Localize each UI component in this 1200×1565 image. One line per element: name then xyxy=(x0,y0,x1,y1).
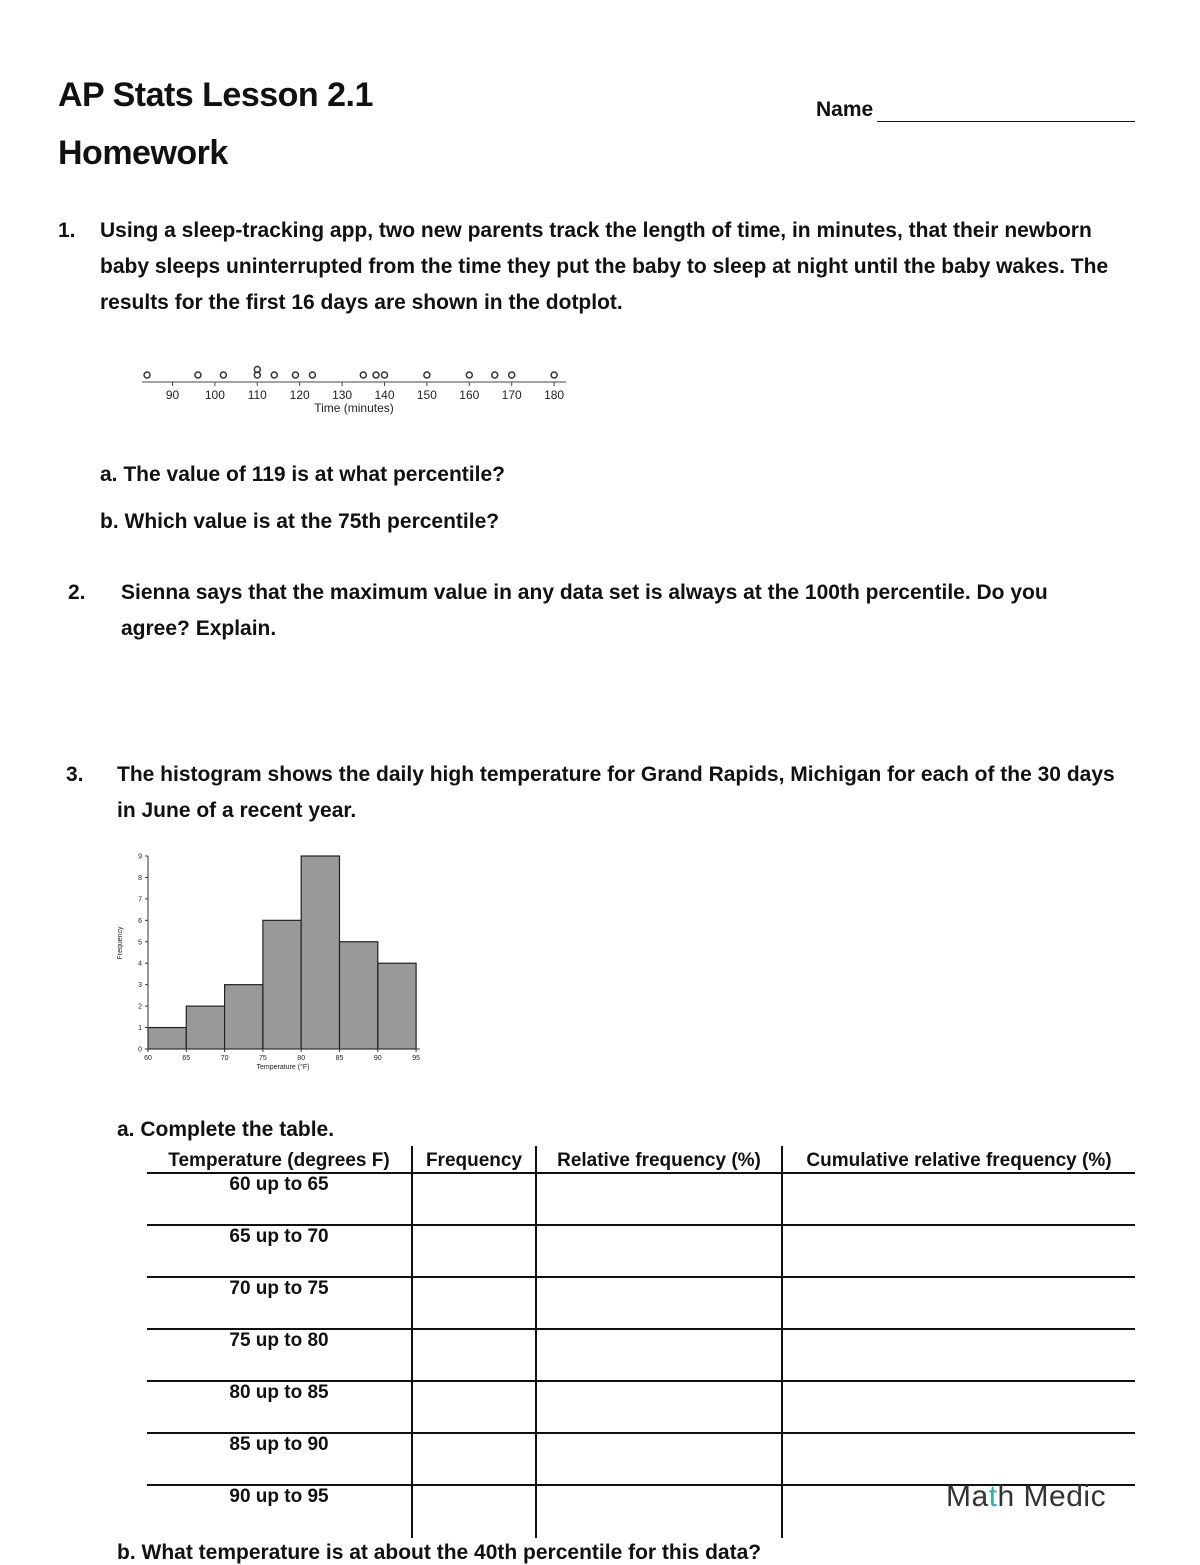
dotplot-dot xyxy=(144,372,150,378)
histogram-ytick-label: 8 xyxy=(138,874,142,882)
row-label: 85 up to 90 xyxy=(147,1433,412,1485)
logo-text-accent: t xyxy=(988,1480,998,1513)
row-label: 60 up to 65 xyxy=(147,1173,412,1225)
dotplot-chart xyxy=(130,355,590,425)
dotplot-dot xyxy=(373,372,379,378)
histogram-ytick-label: 9 xyxy=(138,853,142,861)
histogram-ytick-label: 3 xyxy=(138,982,142,990)
page-subtitle: Homework xyxy=(58,134,228,172)
dotplot-dot xyxy=(551,372,557,378)
histogram-xtick-label: 70 xyxy=(220,1055,229,1062)
dotplot-tick-label: 140 xyxy=(374,388,395,402)
question-2-text: Sienna says that the maximum value in any data set is always at the 100th percentile. Do you agree? Explain. xyxy=(121,581,1048,640)
name-blank[interactable] xyxy=(877,99,1135,122)
histogram-xtick-label: 95 xyxy=(412,1055,420,1062)
dotplot-tick-label: 170 xyxy=(501,388,522,402)
cumulative-frequency-cell[interactable] xyxy=(782,1381,1135,1433)
histogram-xtick-label: 65 xyxy=(182,1055,191,1062)
histogram-xtick-label: 90 xyxy=(373,1055,382,1062)
histogram-bar xyxy=(225,985,263,1049)
histogram-chart xyxy=(110,848,430,1078)
dotplot-ticks xyxy=(166,382,565,402)
relative-frequency-cell[interactable] xyxy=(536,1485,782,1538)
relative-frequency-cell[interactable] xyxy=(536,1225,782,1277)
histogram-bar xyxy=(340,942,378,1049)
question-1-number: 1. xyxy=(58,219,76,242)
dotplot-dot xyxy=(220,372,226,378)
dotplot-tick-label: 110 xyxy=(247,388,267,402)
table-row xyxy=(147,1173,1135,1225)
frequency-cell[interactable] xyxy=(412,1277,536,1329)
question-1a: a. The value of 119 is at what percentile? xyxy=(100,463,505,486)
row-label: 75 up to 80 xyxy=(147,1329,412,1381)
question-1-text: Using a sleep-tracking app, two new parents track the length of time, in minutes, that their newborn baby sleeps uninterrupted from the time they put the baby to sleep at night until the baby wakes. The results for the first 16 days are shown in the dotplot. xyxy=(100,219,1109,314)
table-row xyxy=(147,1433,1135,1485)
dotplot-dot xyxy=(309,372,315,378)
dotplot-tick-label: 120 xyxy=(289,388,310,402)
dotplot-dot xyxy=(466,372,472,378)
header-relative-frequency: Relative frequency (%) xyxy=(536,1146,782,1173)
histogram-ytick-label: 4 xyxy=(138,960,142,968)
histogram-xticks xyxy=(144,1049,420,1062)
frequency-cell[interactable] xyxy=(412,1225,536,1277)
table-row xyxy=(147,1225,1135,1277)
table-row xyxy=(147,1329,1135,1381)
math-medic-logo xyxy=(946,1480,1106,1514)
dotplot-dot xyxy=(492,372,498,378)
relative-frequency-cell[interactable] xyxy=(536,1277,782,1329)
histogram-bar xyxy=(263,920,301,1049)
histogram-ytick-label: 5 xyxy=(138,939,142,947)
cumulative-frequency-cell[interactable] xyxy=(782,1433,1135,1485)
relative-frequency-cell[interactable] xyxy=(536,1173,782,1225)
histogram-ytick-label: 2 xyxy=(138,1003,142,1011)
histogram-bars xyxy=(148,856,416,1049)
histogram-xlabel: Temperature (°F) xyxy=(256,1064,310,1071)
frequency-cell[interactable] xyxy=(412,1329,536,1381)
question-3-number: 3. xyxy=(66,763,84,786)
name-label: Name xyxy=(816,98,874,121)
cumulative-frequency-cell[interactable] xyxy=(782,1225,1135,1277)
cumulative-frequency-cell[interactable] xyxy=(782,1277,1135,1329)
row-label: 80 up to 85 xyxy=(147,1381,412,1433)
question-3b: b. What temperature is at about the 40th percentile for this data? xyxy=(117,1541,762,1564)
relative-frequency-cell[interactable] xyxy=(536,1381,782,1433)
dotplot-dot xyxy=(195,372,201,378)
histogram-ytick-label: 0 xyxy=(138,1046,142,1054)
question-2-number: 2. xyxy=(68,581,86,604)
name-field xyxy=(816,98,1135,122)
dotplot-dot xyxy=(424,372,430,378)
table-header-row xyxy=(147,1146,1135,1173)
relative-frequency-cell[interactable] xyxy=(536,1433,782,1485)
histogram-bar xyxy=(301,856,339,1049)
table-row xyxy=(147,1277,1135,1329)
question-1b: b. Which value is at the 75th percentile? xyxy=(100,510,500,533)
logo-text-2: h Medic xyxy=(997,1480,1107,1513)
relative-frequency-cell[interactable] xyxy=(536,1329,782,1381)
frequency-cell[interactable] xyxy=(412,1433,536,1485)
histogram-xtick-label: 75 xyxy=(259,1055,267,1062)
histogram-xtick-label: 80 xyxy=(297,1055,306,1062)
row-label: 70 up to 75 xyxy=(147,1277,412,1329)
histogram-xtick-label: 85 xyxy=(335,1055,344,1062)
dotplot-dots xyxy=(144,367,557,379)
logo-text-1: Ma xyxy=(946,1480,989,1513)
dotplot-tick-label: 180 xyxy=(544,388,565,402)
dotplot-dot xyxy=(382,372,388,378)
header-cumulative-frequency: Cumulative relative frequency (%) xyxy=(782,1146,1135,1173)
dotplot-tick-label: 160 xyxy=(459,388,480,402)
row-label: 90 up to 95 xyxy=(229,1486,329,1507)
histogram-ytick-label: 7 xyxy=(138,896,142,904)
dotplot-tick-label: 130 xyxy=(332,388,353,402)
histogram-xtick-label: 60 xyxy=(144,1055,152,1062)
row-label: 65 up to 70 xyxy=(147,1225,412,1277)
dotplot-xlabel: Time (minutes) xyxy=(314,401,394,415)
cumulative-frequency-cell[interactable] xyxy=(782,1173,1135,1225)
histogram-ytick-label: 1 xyxy=(138,1025,142,1033)
frequency-cell[interactable] xyxy=(412,1173,536,1225)
dotplot-dot xyxy=(360,372,366,378)
frequency-cell[interactable] xyxy=(412,1381,536,1433)
histogram-bar xyxy=(186,1006,224,1049)
histogram-ytick-label: 6 xyxy=(138,917,142,925)
question-3-text: The histogram shows the daily high temperature for Grand Rapids, Michigan for each of the 30 days in June of a recent year. xyxy=(117,763,1115,822)
cumulative-frequency-cell[interactable] xyxy=(782,1329,1135,1381)
dotplot-dot xyxy=(509,372,515,378)
frequency-cell[interactable] xyxy=(412,1485,536,1538)
dotplot-tick-label: 100 xyxy=(204,388,225,402)
header-frequency: Frequency xyxy=(412,1146,536,1173)
dotplot-tick-label: 90 xyxy=(165,388,180,402)
histogram-bar xyxy=(148,1028,186,1049)
question-3a: a. Complete the table. xyxy=(117,1118,335,1141)
dotplot-tick-label: 150 xyxy=(416,388,437,402)
histogram-ylabel: Frequency xyxy=(117,926,124,960)
table-row xyxy=(147,1381,1135,1433)
dotplot-dot xyxy=(292,372,298,378)
histogram-yticks xyxy=(138,854,148,1054)
header-temperature: Temperature (degrees F) xyxy=(147,1146,412,1173)
histogram-bar xyxy=(378,963,416,1049)
dotplot-dot xyxy=(271,372,277,378)
page-title: AP Stats Lesson 2.1 xyxy=(58,76,373,114)
